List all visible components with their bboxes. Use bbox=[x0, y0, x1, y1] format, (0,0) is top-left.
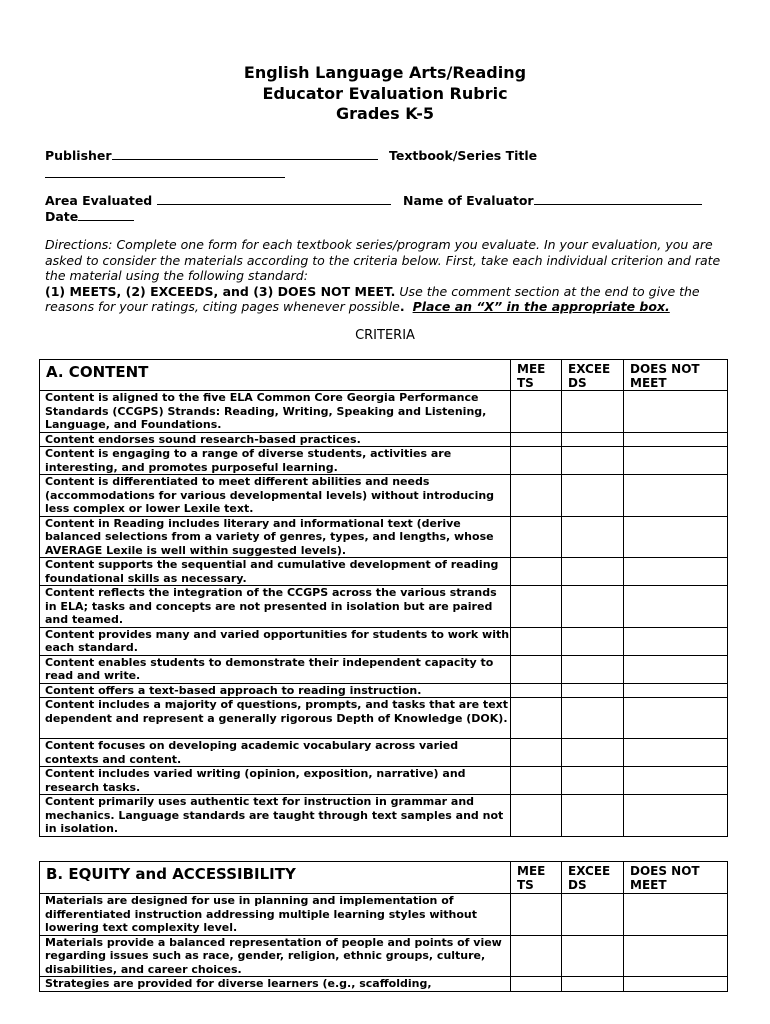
place-x-instruction: Place an “X” in the appropriate box. bbox=[412, 299, 670, 314]
meets-box[interactable] bbox=[511, 447, 562, 475]
criterion-text: Content focuses on developing academic vocabulary across varied contexts and content. bbox=[40, 739, 511, 767]
does-not-meet-box[interactable] bbox=[624, 795, 728, 837]
criterion-row bbox=[40, 586, 728, 628]
exceeds-box[interactable] bbox=[562, 627, 624, 655]
meets-box[interactable] bbox=[511, 432, 562, 447]
criterion-text: Content enables students to demonstrate their independent capacity to read and write. bbox=[40, 655, 511, 683]
does-not-meet-box[interactable] bbox=[624, 627, 728, 655]
does-not-meet-box[interactable] bbox=[624, 391, 728, 433]
criterion-text: Content provides many and varied opportunities for students to work with each standard. bbox=[40, 627, 511, 655]
meets-box[interactable] bbox=[511, 586, 562, 628]
col-exceeds: EXCEE DS bbox=[562, 862, 624, 894]
equity-table bbox=[39, 861, 728, 992]
meets-box[interactable] bbox=[511, 795, 562, 837]
criterion-row bbox=[40, 655, 728, 683]
criterion-text: Strategies are provided for diverse learners (e.g., scaffolding, bbox=[40, 977, 511, 992]
does-not-meet-box[interactable] bbox=[624, 977, 728, 992]
exceeds-box[interactable] bbox=[562, 447, 624, 475]
directions bbox=[45, 237, 725, 315]
date-field[interactable] bbox=[45, 209, 134, 224]
meets-box[interactable] bbox=[511, 683, 562, 698]
criterion-row bbox=[40, 627, 728, 655]
area-line[interactable] bbox=[157, 194, 391, 205]
exceeds-box[interactable] bbox=[562, 391, 624, 433]
meets-box[interactable] bbox=[511, 767, 562, 795]
criterion-text: Content includes a majority of questions, prompts, and tasks that are text dependent and represent a generally rigorous Depth of Knowledge (DOK). bbox=[40, 698, 511, 739]
exceeds-box[interactable] bbox=[562, 683, 624, 698]
exceeds-box[interactable] bbox=[562, 558, 624, 586]
meets-box[interactable] bbox=[511, 935, 562, 977]
col-exceeds: EXCEE DS bbox=[562, 360, 624, 391]
col-does-not-meet: DOES NOT MEET bbox=[624, 360, 728, 391]
exceeds-box[interactable] bbox=[562, 475, 624, 517]
textbook-line[interactable] bbox=[45, 167, 285, 178]
col-meets: MEE TS bbox=[511, 360, 562, 391]
exceeds-box[interactable] bbox=[562, 698, 624, 739]
criterion-text: Content supports the sequential and cumulative development of reading foundational skills as necessary. bbox=[40, 558, 511, 586]
meets-box[interactable] bbox=[511, 475, 562, 517]
criterion-row bbox=[40, 767, 728, 795]
meets-box[interactable] bbox=[511, 655, 562, 683]
meets-box[interactable] bbox=[511, 558, 562, 586]
evaluator-label: Name of Evaluator bbox=[403, 193, 534, 208]
criterion-text: Content offers a text-based approach to reading instruction. bbox=[40, 683, 511, 698]
criterion-text: Content primarily uses authentic text for instruction in grammar and mechanics. Language standards are taught through text samples and not in isolation. bbox=[40, 795, 511, 837]
directions-text: Directions: Complete one form for each textbook series/program you evaluate. In your evaluation, you are asked to consider the materials according to the criteria below. First, take each individual criterion and rate the material using the following standard: bbox=[45, 237, 721, 283]
criterion-text: Content endorses sound research-based practices. bbox=[40, 432, 511, 447]
does-not-meet-box[interactable] bbox=[624, 739, 728, 767]
area-label: Area Evaluated bbox=[45, 193, 153, 208]
criterion-row bbox=[40, 698, 728, 739]
meets-box[interactable] bbox=[511, 627, 562, 655]
area-field[interactable] bbox=[45, 193, 391, 208]
col-meets: MEE TS bbox=[511, 862, 562, 894]
exceeds-box[interactable] bbox=[562, 977, 624, 992]
directions-period: . bbox=[399, 299, 405, 314]
section-a-title: A. CONTENT bbox=[40, 360, 511, 391]
does-not-meet-box[interactable] bbox=[624, 447, 728, 475]
does-not-meet-box[interactable] bbox=[624, 698, 728, 739]
textbook-field[interactable] bbox=[45, 166, 285, 181]
criterion-row bbox=[40, 516, 728, 558]
does-not-meet-box[interactable] bbox=[624, 683, 728, 698]
date-label: Date bbox=[45, 209, 79, 224]
meets-box[interactable] bbox=[511, 516, 562, 558]
meets-box[interactable] bbox=[511, 391, 562, 433]
criterion-row bbox=[40, 683, 728, 698]
col-does-not-meet: DOES NOT MEET bbox=[624, 862, 728, 894]
section-header-row bbox=[40, 862, 728, 894]
exceeds-box[interactable] bbox=[562, 655, 624, 683]
directions-comment: Use the comment section at the end to give the reasons for your ratings, citing pages whenever possible bbox=[45, 283, 700, 314]
publisher-label: Publisher bbox=[45, 148, 112, 163]
criterion-text: Content is differentiated to meet different abilities and needs (accommodations for various developmental levels) without introducing less complex or lower Lexile text. bbox=[40, 475, 511, 517]
criterion-row bbox=[40, 432, 728, 447]
criterion-text: Content is engaging to a range of diverse students, activities are interesting, and promotes purposeful learning. bbox=[40, 447, 511, 475]
title-line-1: English Language Arts/Reading bbox=[243, 63, 527, 82]
criterion-text: Materials provide a balanced representation of people and points of view regarding issues such as race, gender, religion, ethnic groups, culture, disabilities, and career choices. bbox=[40, 935, 511, 977]
criterion-row bbox=[40, 447, 728, 475]
does-not-meet-box[interactable] bbox=[624, 655, 728, 683]
criterion-row bbox=[40, 558, 728, 586]
meets-box[interactable] bbox=[511, 977, 562, 992]
document-title bbox=[0, 63, 770, 125]
does-not-meet-box[interactable] bbox=[624, 475, 728, 517]
exceeds-box[interactable] bbox=[562, 935, 624, 977]
does-not-meet-box[interactable] bbox=[624, 767, 728, 795]
section-header-row bbox=[40, 360, 728, 391]
exceeds-box[interactable] bbox=[562, 767, 624, 795]
criterion-text: Content is aligned to the five ELA Common Core Georgia Performance Standards (CCGPS) Strands: Reading, Writing, Speaking and Listening, Language, and Foundations. bbox=[40, 391, 511, 433]
criterion-row bbox=[40, 894, 728, 936]
textbook-field-label: Textbook/Series Title bbox=[389, 148, 538, 163]
does-not-meet-box[interactable] bbox=[624, 558, 728, 586]
publisher-field[interactable] bbox=[45, 148, 378, 163]
meets-box[interactable] bbox=[511, 698, 562, 739]
criterion-text: Content in Reading includes literary and informational text (derive balanced selections from a variety of genres, types, and lengths, whose AVERAGE Lexile is well within suggested levels). bbox=[40, 516, 511, 558]
meets-box[interactable] bbox=[511, 739, 562, 767]
title-line-3: Grades K-5 bbox=[336, 104, 434, 123]
directions-open-paren: ( bbox=[45, 283, 51, 299]
publisher-line[interactable] bbox=[112, 149, 378, 160]
criterion-row bbox=[40, 475, 728, 517]
criterion-row bbox=[40, 935, 728, 977]
exceeds-box[interactable] bbox=[562, 586, 624, 628]
content-table bbox=[39, 359, 728, 837]
criterion-row bbox=[40, 739, 728, 767]
criterion-row bbox=[40, 391, 728, 433]
exceeds-box[interactable] bbox=[562, 516, 624, 558]
date-line[interactable] bbox=[78, 210, 134, 221]
evaluator-line[interactable] bbox=[534, 194, 702, 205]
criterion-text: Content reflects the integration of the CCGPS across the various strands in ELA; tasks and concepts are not presented in isolation but are paired and teamed. bbox=[40, 586, 511, 628]
does-not-meet-box[interactable] bbox=[624, 516, 728, 558]
does-not-meet-box[interactable] bbox=[624, 586, 728, 628]
criterion-text: Materials are designed for use in planning and implementation of differentiated instruction addressing multiple learning styles without lowering text complexity level. bbox=[40, 894, 511, 936]
rating-standard: 1) MEETS, (2) EXCEEDS, and (3) DOES NOT MEET. bbox=[50, 283, 396, 299]
does-not-meet-box[interactable] bbox=[624, 935, 728, 977]
criteria-heading: CRITERIA bbox=[355, 328, 415, 343]
criterion-row bbox=[40, 795, 728, 837]
meets-box[interactable] bbox=[511, 894, 562, 936]
exceeds-box[interactable] bbox=[562, 432, 624, 447]
exceeds-box[interactable] bbox=[562, 894, 624, 936]
does-not-meet-box[interactable] bbox=[624, 432, 728, 447]
evaluator-field[interactable] bbox=[403, 193, 702, 208]
criterion-text: Content includes varied writing (opinion, exposition, narrative) and research tasks. bbox=[40, 767, 511, 795]
exceeds-box[interactable] bbox=[562, 795, 624, 837]
section-b-title: B. EQUITY and ACCESSIBILITY bbox=[40, 862, 511, 894]
criterion-row bbox=[40, 977, 728, 992]
does-not-meet-box[interactable] bbox=[624, 894, 728, 936]
exceeds-box[interactable] bbox=[562, 739, 624, 767]
title-line-2: Educator Evaluation Rubric bbox=[262, 83, 508, 103]
